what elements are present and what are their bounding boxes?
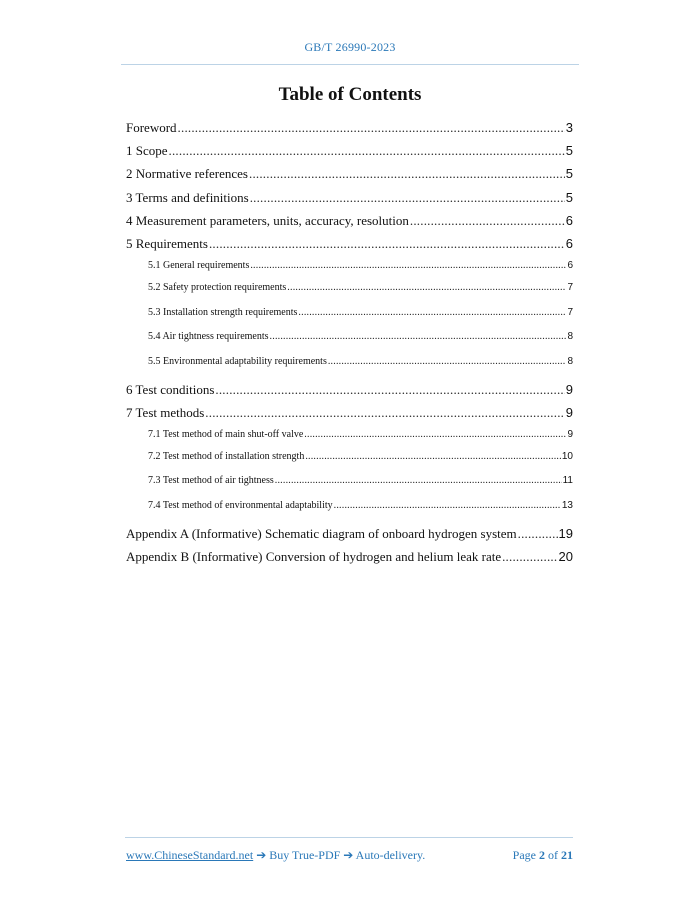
toc-page-number: 8: [567, 355, 573, 367]
total-pages: 21: [561, 848, 573, 862]
dot-leader: [169, 139, 565, 162]
table-of-contents: [126, 116, 573, 568]
toc-entry-label: 5.1 General requirements: [148, 260, 250, 272]
toc-entry-requirements[interactable]: [126, 232, 573, 255]
toc-page-number: 7: [567, 282, 573, 294]
toc-entry-label: 6 Test conditions: [126, 381, 215, 397]
toc-entry-appendix-b[interactable]: [126, 545, 573, 568]
toc-entry-label: 7.4 Test method of environmental adaptability: [148, 500, 333, 512]
current-page-number: 2: [539, 848, 545, 862]
page-prefix: Page: [512, 848, 536, 862]
toc-page-number: 6: [567, 260, 573, 272]
toc-page-number: 8: [567, 331, 573, 343]
dot-leader: [209, 232, 565, 255]
toc-entry-terms-definitions[interactable]: [126, 186, 573, 209]
toc-page-number: 3: [565, 120, 573, 135]
toc-entry-label: 5.3 Installation strength requirements: [148, 306, 298, 318]
page-header: GB/T 26990-2023: [304, 40, 396, 54]
dot-leader: [250, 186, 565, 209]
toc-entry-air-tightness[interactable]: [126, 325, 573, 350]
toc-page-number: 19: [558, 525, 573, 541]
dot-leader: [275, 469, 562, 494]
toc-entry-label: 3 Terms and definitions: [126, 189, 249, 205]
toc-entry-label: 7 Test methods: [126, 404, 205, 420]
dot-leader: [305, 445, 561, 470]
page-title: Table of Contents: [278, 84, 422, 105]
dot-leader: [178, 116, 565, 139]
dot-leader: [334, 494, 561, 519]
toc-entry-label: 2 Normative references: [126, 166, 248, 182]
toc-entry-scope[interactable]: [126, 139, 573, 162]
dot-leader: [328, 350, 567, 375]
toc-page-number: 6: [565, 235, 573, 251]
toc-entry-foreword[interactable]: [126, 116, 573, 139]
toc-page-number: 9: [567, 428, 573, 440]
footer-promo: [126, 848, 425, 863]
toc-entry-safety-protection[interactable]: [126, 276, 573, 301]
toc-entry-environmental-adaptability[interactable]: [126, 350, 573, 375]
toc-page-number: 5: [565, 189, 573, 205]
toc-entry-test-installation-strength[interactable]: [126, 445, 573, 470]
toc-entry-label: Appendix B (Informative) Conversion of hydrogen and helium leak rate: [126, 548, 502, 564]
toc-entry-measurement-parameters[interactable]: [126, 209, 573, 232]
header-divider: [121, 64, 579, 65]
toc-entry-label: 7.1 Test method of main shut-off valve: [148, 428, 304, 440]
toc-entry-label: 5.5 Environmental adaptability requirements: [148, 355, 327, 367]
toc-page-number: 7: [567, 306, 573, 318]
site-link[interactable]: www.ChineseStandard.net: [126, 848, 254, 862]
toc-entry-normative-references[interactable]: [126, 162, 573, 185]
toc-entry-test-methods[interactable]: [126, 401, 573, 424]
toc-entry-label: 7.2 Test method of installation strength: [148, 450, 305, 462]
toc-page-number: 6: [565, 212, 573, 228]
toc-entry-label: 4 Measurement parameters, units, accuracy, resolution: [126, 212, 409, 228]
toc-entry-label: Appendix A (Informative) Schematic diagram of onboard hydrogen system: [126, 525, 517, 541]
dot-leader: [249, 162, 565, 185]
page-of: of: [548, 848, 558, 862]
dot-leader: [287, 276, 566, 301]
page-indicator: [513, 848, 573, 863]
dot-leader: [205, 401, 564, 424]
toc-page-number: 10: [561, 450, 573, 462]
toc-entry-test-air-tightness[interactable]: [126, 469, 573, 494]
toc-page-number: 9: [565, 381, 573, 397]
toc-entry-test-conditions[interactable]: [126, 378, 573, 401]
dot-leader: [518, 522, 558, 545]
dot-leader: [298, 301, 566, 326]
footer-divider: [125, 837, 573, 838]
toc-page-number: 20: [558, 548, 573, 564]
toc-page-number: 11: [562, 475, 573, 487]
dot-leader: [410, 209, 565, 232]
toc-entry-label: 5 Requirements: [126, 235, 208, 251]
toc-entry-label: 5.4 Air tightness requirements: [148, 331, 269, 343]
toc-entry-test-environmental-adaptability[interactable]: [126, 494, 573, 519]
toc-entry-label: 1 Scope: [126, 143, 168, 159]
toc-page-number: 9: [565, 404, 573, 420]
dot-leader: [215, 378, 564, 401]
dot-leader: [270, 325, 567, 350]
toc-entry-label: 7.3 Test method of air tightness: [148, 475, 274, 487]
dot-leader: [304, 424, 566, 445]
promo-text: ➔ Buy True-PDF ➔ Auto-delivery.: [253, 848, 426, 862]
dot-leader: [250, 255, 566, 276]
toc-entry-installation-strength[interactable]: [126, 301, 573, 326]
toc-page-number: 13: [561, 500, 573, 512]
toc-page-number: 5: [565, 166, 573, 182]
toc-entry-main-shutoff-valve[interactable]: [126, 424, 573, 445]
toc-entry-label: 5.2 Safety protection requirements: [148, 282, 287, 294]
dot-leader: [502, 545, 557, 568]
toc-entry-label: Foreword: [126, 120, 177, 135]
toc-page-number: 5: [565, 143, 573, 159]
toc-entry-appendix-a[interactable]: [126, 522, 573, 545]
toc-entry-general-requirements[interactable]: [126, 255, 573, 276]
